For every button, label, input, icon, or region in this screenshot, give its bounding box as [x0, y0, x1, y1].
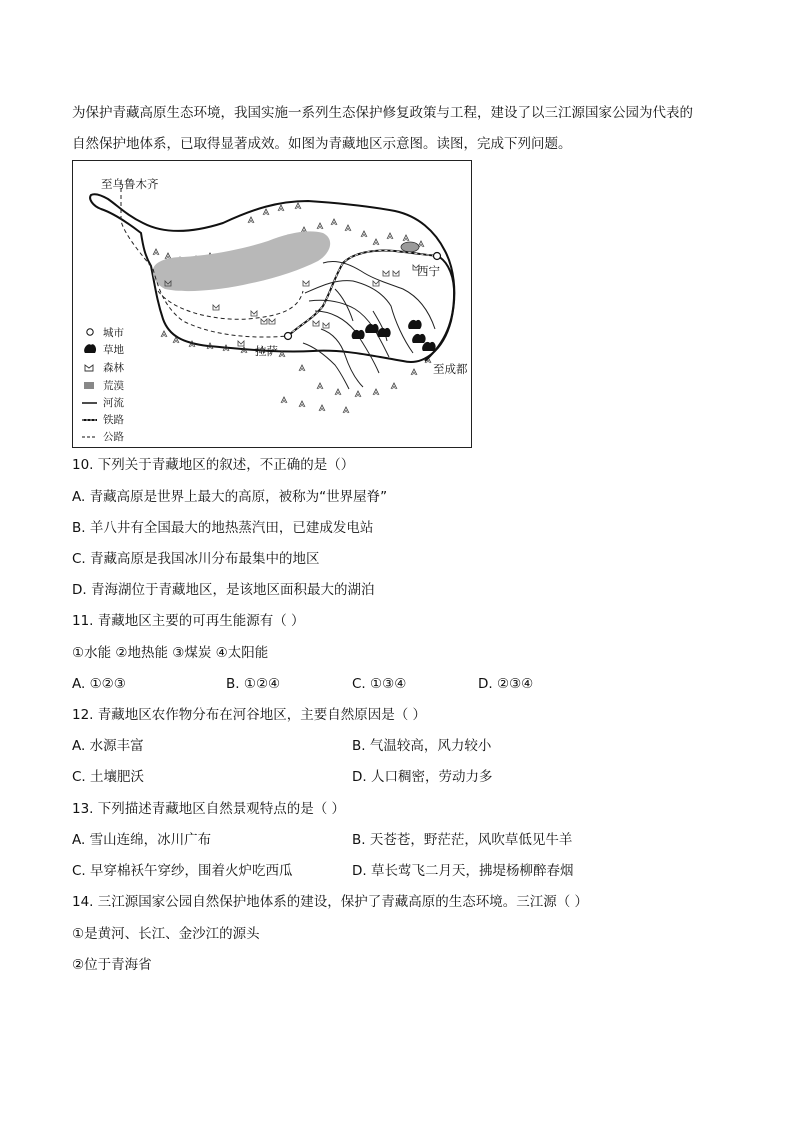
city-xining: [434, 253, 441, 260]
highway-loop: [158, 291, 303, 319]
legend-forest: 森林: [103, 362, 124, 374]
q12-stem: 12. 青藏地区农作物分布在河谷地区，主要自然原因是（ ）: [72, 707, 427, 723]
q12-option-b: B. 气温较高，风力较小: [352, 738, 492, 754]
label-to-chengdu: 至成都: [433, 362, 468, 376]
q13-option-b: B. 天苍苍，野茫茫，风吹草低见牛羊: [352, 832, 573, 848]
legend-railway: 铁路: [103, 414, 124, 426]
legend-city: 城市: [103, 327, 124, 339]
q10-stem: 10. 下列关于青藏地区的叙述，不正确的是（）: [72, 457, 355, 473]
label-lhasa: 拉萨: [255, 344, 278, 358]
mountains-south: [161, 331, 431, 413]
city-lhasa: [285, 333, 292, 340]
q13-option-a: A. 雪山连绵，冰川广布: [72, 832, 212, 848]
legend-river: 河流: [103, 397, 124, 409]
grassland-icon: [84, 344, 96, 353]
q14-item-1: ①是黄河、长江、金沙江的源头: [72, 926, 260, 942]
desert-icon: [84, 382, 94, 389]
q11-option-b: B. ①②④: [226, 676, 281, 692]
legend-grassland: 草地: [103, 344, 124, 356]
q14-stem: 14. 三江源国家公园自然保护地体系的建设，保护了青藏高原的生态环境。三江源（ ）: [72, 894, 589, 910]
qinghai-lake: [401, 242, 419, 252]
intro-line-1: 为保护青藏高原生态环境，我国实施一系列生态保护修复政策与工程，建设了以三江源国家公园为代表的: [72, 105, 693, 121]
forest-icon: [85, 365, 93, 371]
q10-option-c: C. 青藏高原是我国冰川分布最集中的地区: [72, 551, 320, 567]
q10-option-d: D. 青海湖位于青藏地区，是该地区面积最大的湖泊: [72, 582, 375, 598]
q11-option-d: D. ②③④: [478, 676, 534, 692]
q13-option-c: C. 早穿棉袄午穿纱，围着火炉吃西瓜: [72, 863, 293, 879]
q11-stem: 11. 青藏地区主要的可再生能源有（ ）: [72, 613, 305, 629]
q10-option-a: A. 青藏高原是世界上最大的高原，被称为“世界屋脊”: [72, 489, 388, 505]
q13-option-d: D. 草长莺飞二月天，拂堤杨柳醉春烟: [352, 863, 574, 879]
label-xining: 西宁: [417, 264, 440, 278]
q11-option-c: C. ①③④: [352, 676, 407, 692]
q12-option-c: C. 土壤肥沃: [72, 769, 145, 785]
q12-option-d: D. 人口稠密，劳动力多: [352, 769, 493, 785]
q12-option-a: A. 水源丰富: [72, 738, 144, 754]
q10-option-b: B. 羊八井有全国最大的地热蒸汽田，已建成发电站: [72, 520, 374, 536]
q11-choices: ①水能 ②地热能 ③煤炭 ④太阳能: [72, 645, 269, 661]
circle-icon: [87, 329, 93, 335]
qinghai-tibet-map: [72, 160, 472, 448]
label-to-urumqi: 至乌鲁木齐: [101, 177, 159, 191]
legend-highway: 公路: [103, 431, 124, 443]
map-legend: [82, 326, 124, 443]
map-drawing: [73, 161, 471, 447]
q11-option-a: A. ①②③: [72, 676, 126, 692]
intro-line-2: 自然保护地体系，已取得显著成效。如图为青藏地区示意图。读图，完成下列问题。: [72, 136, 572, 152]
q13-stem: 13. 下列描述青藏地区自然景观特点的是（ ）: [72, 801, 346, 817]
q14-item-2: ②位于青海省: [72, 957, 152, 973]
legend-desert: 荒漠: [103, 380, 124, 392]
